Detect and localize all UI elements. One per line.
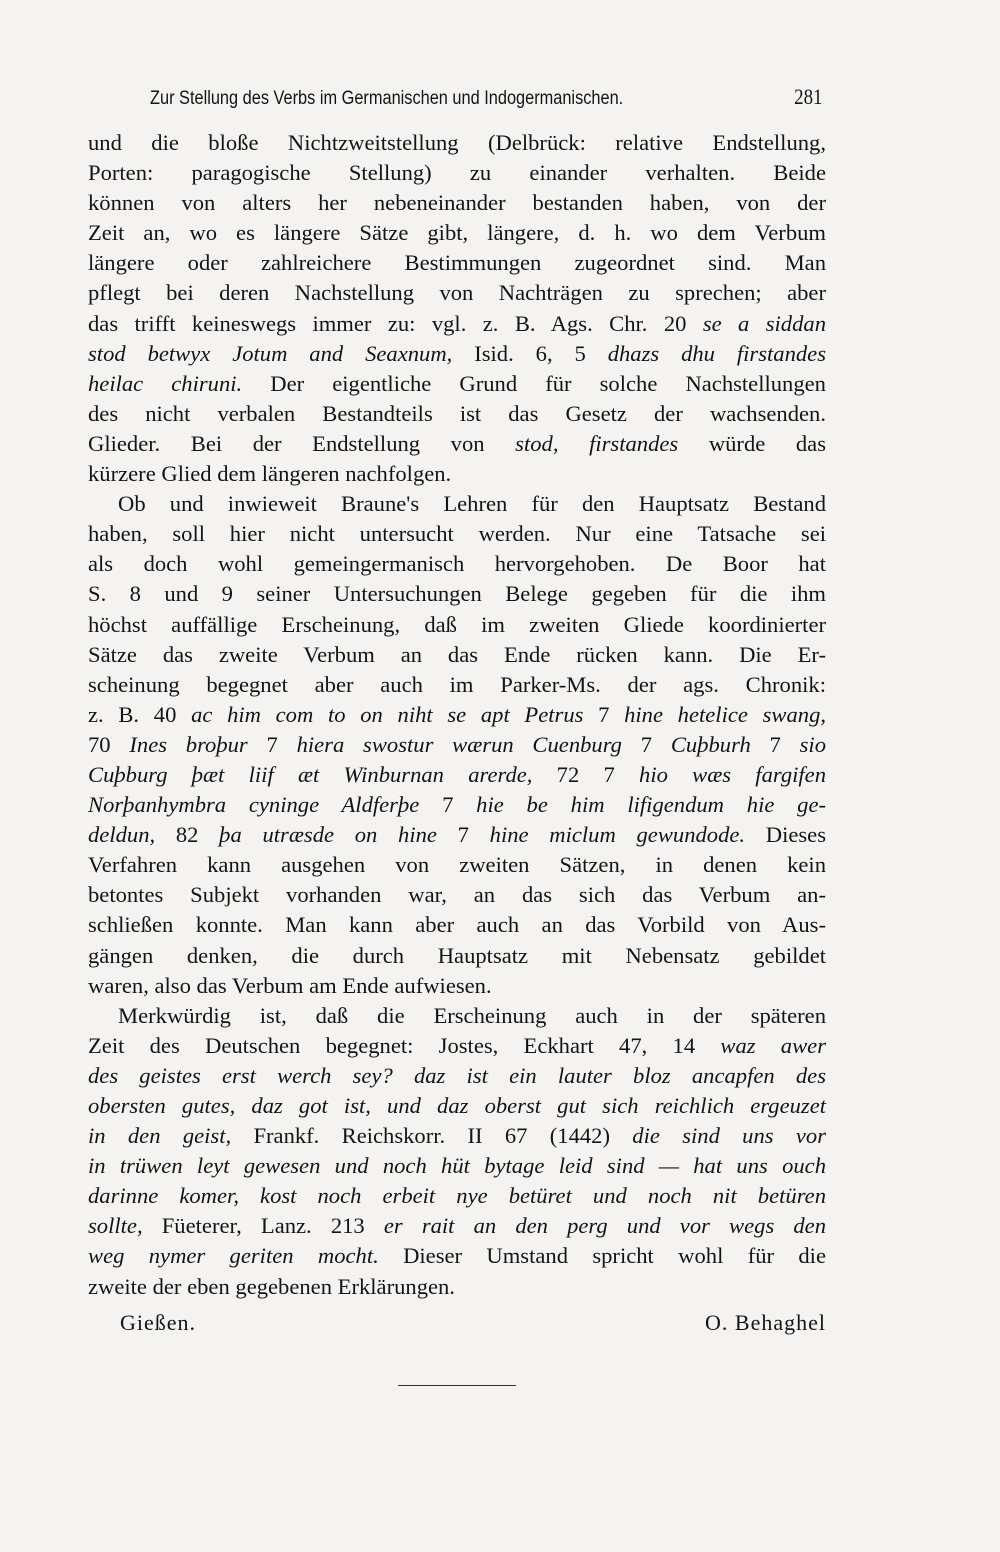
- text-run: betontes Subjekt vorhanden war, an das sich das Verbum an-: [88, 882, 826, 908]
- italic-quote: hiera swostur wærun Cuenburg: [296, 731, 622, 757]
- text-run: Merkwürdig ist, daß die Erscheinung auch in der späteren: [118, 1002, 826, 1028]
- text-run: Dieser Umstand spricht wohl für die: [378, 1243, 826, 1269]
- text-line: [88, 730, 826, 760]
- text-line: [88, 640, 826, 670]
- italic-quote: se a siddan: [702, 310, 826, 336]
- text-run: können von alters her nebeneinander bestanden haben, von der: [88, 190, 826, 216]
- text-line: [88, 700, 826, 730]
- text-line: [88, 188, 826, 218]
- italic-quote: heilac chiruni.: [88, 370, 243, 396]
- text-line: [88, 1001, 826, 1031]
- paragraph: [88, 1001, 826, 1302]
- italic-quote: ac him com to on niht se apt Petrus: [191, 701, 584, 727]
- italic-quote: darinne komer, kost noch erbeit nye betüret und noch nit betüren: [88, 1183, 826, 1209]
- italic-quote: er rait an den perg und vor wegs den: [383, 1213, 826, 1239]
- text-run: und die bloße Nichtzweitstellung (Delbrück: relative Endstellung,: [88, 130, 826, 155]
- text-line: [88, 218, 826, 248]
- text-run: waren, also das Verbum am Ende aufwiesen.: [88, 972, 492, 998]
- italic-quote: Cuþburg þæt liif æt Winburnan arerde,: [88, 761, 533, 787]
- text-run: Füeterer, Lanz. 213: [142, 1213, 384, 1239]
- italic-quote: stod, firstandes: [515, 430, 679, 456]
- text-line: [88, 1272, 826, 1302]
- text-run: zweite der eben gegebenen Erklärungen.: [88, 1273, 455, 1299]
- text-line: [88, 1061, 826, 1091]
- text-run: Glieder. Bei der Endstellung von: [88, 430, 516, 456]
- text-line: [88, 910, 826, 940]
- text-line: [88, 760, 826, 790]
- page-number: 281: [794, 84, 823, 109]
- italic-quote: weg nymer geriten mocht.: [88, 1243, 379, 1269]
- italic-quote: stod betwyx Jotum and Seaxnum,: [88, 340, 453, 366]
- text-line: [88, 1241, 826, 1271]
- text-line: [88, 459, 826, 489]
- text-line: [88, 369, 826, 399]
- text-line: [88, 429, 826, 459]
- text-line: [88, 1121, 826, 1151]
- text-run: schließen konnte. Man kann aber auch an das Vorbild von Aus-: [88, 912, 826, 938]
- italic-quote: sio: [799, 731, 826, 757]
- body-text: [88, 128, 826, 1302]
- italic-quote: deldun,: [88, 822, 156, 848]
- italic-quote: in trüwen leyt gewesen und noch hüt bytage leid sind — hat uns ouch: [88, 1153, 826, 1179]
- text-run: 7: [419, 792, 477, 818]
- text-line: [88, 339, 826, 369]
- text-run: Isid. 6, 5: [452, 340, 608, 366]
- italic-quote: sollte,: [88, 1213, 143, 1239]
- text-line: [88, 128, 826, 158]
- text-run: 7: [621, 731, 671, 757]
- text-line: [88, 1151, 826, 1181]
- text-line: [88, 1031, 826, 1061]
- text-line: [88, 1091, 826, 1121]
- text-line: [88, 850, 826, 880]
- text-run: Der eigentliche Grund für solche Nachstellungen: [242, 370, 826, 396]
- italic-quote: obersten gutes, daz got ist, und daz oberst gut sich reichlich ergeuzet: [88, 1093, 826, 1118]
- text-run: haben, soll hier nicht untersucht werden. Nur eine Tatsache sei: [88, 521, 826, 547]
- italic-quote: hie be him lifigendum hie ge-: [476, 792, 827, 818]
- running-title: Zur Stellung des Verbs im Germanischen und Indogermanischen.: [150, 88, 624, 109]
- text-run: 7: [247, 731, 297, 757]
- italic-quote: Norþanhymbra cyninge Aldferþe: [88, 792, 420, 818]
- text-run: pflegt bei deren Nachstellung von Nachträgen zu sprechen; aber: [88, 280, 826, 306]
- text-line: [88, 1211, 826, 1241]
- italic-quote: die sind uns vor: [632, 1123, 826, 1149]
- text-line: [88, 248, 826, 278]
- text-run: gängen denken, die durch Hauptsatz mit Nebensatz gebildet: [88, 942, 826, 968]
- text-run: Porten: paragogische Stellung) zu einander verhalten. Beide: [88, 160, 826, 186]
- text-run: scheinung begegnet aber auch im Parker-Ms. der ags. Chronik:: [88, 671, 826, 697]
- text-run: würde das: [678, 430, 826, 456]
- signature-place: Gießen.: [120, 1309, 197, 1335]
- text-line: [88, 941, 826, 971]
- text-run: z. B. 40: [88, 701, 192, 727]
- text-run: Sätze das zweite Verbum an das Ende rücken kann. Die Er-: [88, 641, 826, 667]
- closing-rule: [398, 1385, 516, 1386]
- text-line: [88, 790, 826, 820]
- text-line: [88, 158, 826, 188]
- text-line: [88, 820, 826, 850]
- text-run: Frankf. Reichskorr. II 67 (1442): [231, 1123, 633, 1149]
- text-run: Dieses: [745, 822, 827, 848]
- signature: [88, 1310, 826, 1336]
- text-line: [88, 579, 826, 609]
- text-run: Zeit des Deutschen begegnet: Jostes, Eckhart 47, 14: [88, 1032, 721, 1058]
- text-run: 72 7: [532, 761, 640, 787]
- text-run: S. 8 und 9 seiner Untersuchungen Belege gegeben für die ihm: [88, 581, 826, 607]
- text-line: [88, 670, 826, 700]
- running-header: [150, 84, 823, 110]
- text-line: [88, 971, 826, 1001]
- text-run: 82: [155, 822, 220, 848]
- text-line: [88, 549, 826, 579]
- text-line: [88, 519, 826, 549]
- text-run: das trifft keineswegs immer zu: vgl. z. B. Ags. Chr. 20: [88, 310, 703, 336]
- text-run: Verfahren kann ausgehen von zweiten Sätzen, in denen kein: [88, 852, 826, 878]
- italic-quote: waz awer: [720, 1032, 826, 1058]
- italic-quote: Cuþburh: [670, 731, 751, 757]
- text-run: längere oder zahlreichere Bestimmungen zugeordnet sind. Man: [88, 250, 826, 276]
- italic-quote: Ines broþur: [129, 731, 248, 757]
- text-run: des nicht verbalen Bestandteils ist das Gesetz der wachsenden.: [88, 400, 826, 426]
- text-line: [88, 1181, 826, 1211]
- italic-quote: þa utræsde on hine: [219, 822, 437, 848]
- text-run: kürzere Glied dem längeren nachfolgen.: [88, 461, 452, 487]
- text-run: Zeit an, wo es längere Sätze gibt, längere, d. h. wo dem Verbum: [88, 220, 826, 246]
- italic-quote: hine miclum gewundode.: [489, 822, 746, 848]
- text-line: [88, 278, 826, 308]
- paragraph: [88, 489, 826, 1001]
- text-run: 7: [583, 701, 625, 727]
- text-run: 70: [88, 731, 130, 757]
- italic-quote: des geistes erst werch sey? daz ist ein lauter bloz ancapfen des: [88, 1062, 826, 1088]
- italic-quote: in den geist,: [88, 1123, 232, 1149]
- text-line: [88, 610, 826, 640]
- text-line: [88, 399, 826, 429]
- text-run: Ob und inwieweit Braune's Lehren für den Hauptsatz Bestand: [118, 491, 826, 517]
- text-line: [88, 489, 826, 519]
- document-page: [88, 84, 826, 1336]
- text-line: [88, 880, 826, 910]
- text-run: als doch wohl gemeingermanisch hervorgehoben. De Boor hat: [88, 551, 826, 577]
- text-line: [88, 309, 826, 339]
- text-run: höchst auffällige Erscheinung, daß im zweiten Gliede koordinierter: [88, 611, 826, 637]
- text-run: 7: [436, 822, 490, 848]
- text-run: 7: [750, 731, 800, 757]
- paragraph: [88, 128, 826, 489]
- italic-quote: hine hetelice swang,: [624, 701, 827, 727]
- italic-quote: hio wæs fargifen: [639, 761, 826, 787]
- italic-quote: dhazs dhu firstandes: [607, 340, 826, 366]
- signature-author: O. Behaghel: [705, 1309, 826, 1335]
